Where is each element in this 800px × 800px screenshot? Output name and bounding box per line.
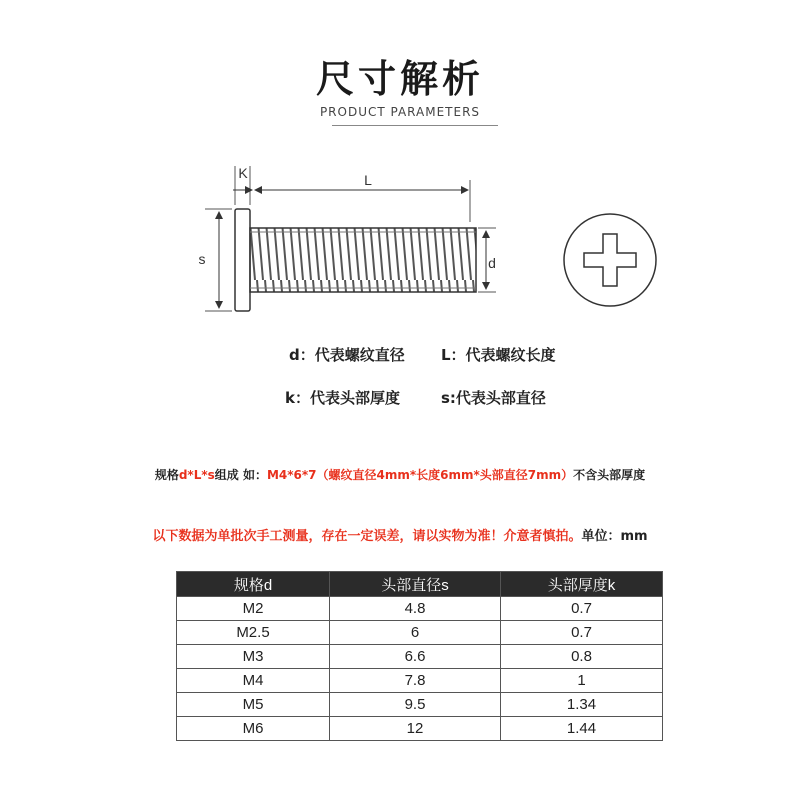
- cell-head-diameter: 4.8: [330, 597, 501, 621]
- parameters-table: [176, 571, 663, 741]
- label-l: L: [364, 172, 372, 188]
- cell-spec: M2.5: [177, 621, 330, 645]
- legend-k: k：代表头部厚度: [285, 389, 400, 407]
- col-header-head-thickness: 头部厚度k: [501, 572, 663, 597]
- table-row: [177, 693, 663, 717]
- label-s: s: [198, 251, 206, 267]
- cell-spec: M3: [177, 645, 330, 669]
- spec-example: M4*6*7（螺纹直径4mm*长度6mm*头部直径7mm）: [266, 468, 574, 482]
- spec-description: [0, 466, 800, 483]
- page-subtitle: PRODUCT PARAMETERS: [319, 105, 481, 119]
- label-k: K: [238, 165, 248, 181]
- cell-head-diameter: 6.6: [330, 645, 501, 669]
- cell-head-thickness: 1: [501, 669, 663, 693]
- spec-suffix: 不含头部厚度: [573, 468, 646, 482]
- legend-l: L：代表螺纹长度: [441, 346, 556, 364]
- label-d: d: [488, 255, 496, 271]
- col-header-head-diameter: 头部直径s: [330, 572, 501, 597]
- table-row: [177, 645, 663, 669]
- cell-head-thickness: 0.7: [501, 621, 663, 645]
- spec-prefix: 规格: [154, 468, 179, 482]
- cell-head-diameter: 12: [330, 717, 501, 741]
- cell-head-thickness: 0.8: [501, 645, 663, 669]
- screw-head: [235, 209, 250, 311]
- cell-head-thickness: 1.34: [501, 693, 663, 717]
- cell-spec: M5: [177, 693, 330, 717]
- table-row: [177, 597, 663, 621]
- legend-d: d：代表螺纹直径: [289, 346, 405, 364]
- cell-head-diameter: 6: [330, 621, 501, 645]
- table-row: [177, 717, 663, 741]
- cell-head-thickness: 0.7: [501, 597, 663, 621]
- notice-text: 以下数据为单批次手工测量，存在一定误差，请以实物为准！介意者慎拍。: [152, 529, 582, 544]
- screw-diagram: [0, 0, 800, 340]
- table-row: [177, 669, 663, 693]
- cell-head-thickness: 1.44: [501, 717, 663, 741]
- col-header-spec: 规格d: [177, 572, 330, 597]
- cell-head-diameter: 9.5: [330, 693, 501, 717]
- screw-top-view: [564, 214, 656, 306]
- legend-s: s:代表头部直径: [441, 389, 546, 407]
- spec-formula: d*L*s: [178, 468, 215, 482]
- table-row: [177, 621, 663, 645]
- screw-side-view: [235, 209, 476, 311]
- cell-spec: M2: [177, 597, 330, 621]
- table-header-row: [177, 572, 663, 597]
- spec-middle: 组成 如：: [214, 468, 267, 482]
- cell-spec: M6: [177, 717, 330, 741]
- screw-thread: [250, 228, 476, 292]
- cell-head-diameter: 7.8: [330, 669, 501, 693]
- notice-unit: 单位：mm: [581, 529, 648, 544]
- page-title: 尺寸解析: [315, 57, 484, 101]
- measurement-notice: [0, 525, 800, 544]
- cell-spec: M4: [177, 669, 330, 693]
